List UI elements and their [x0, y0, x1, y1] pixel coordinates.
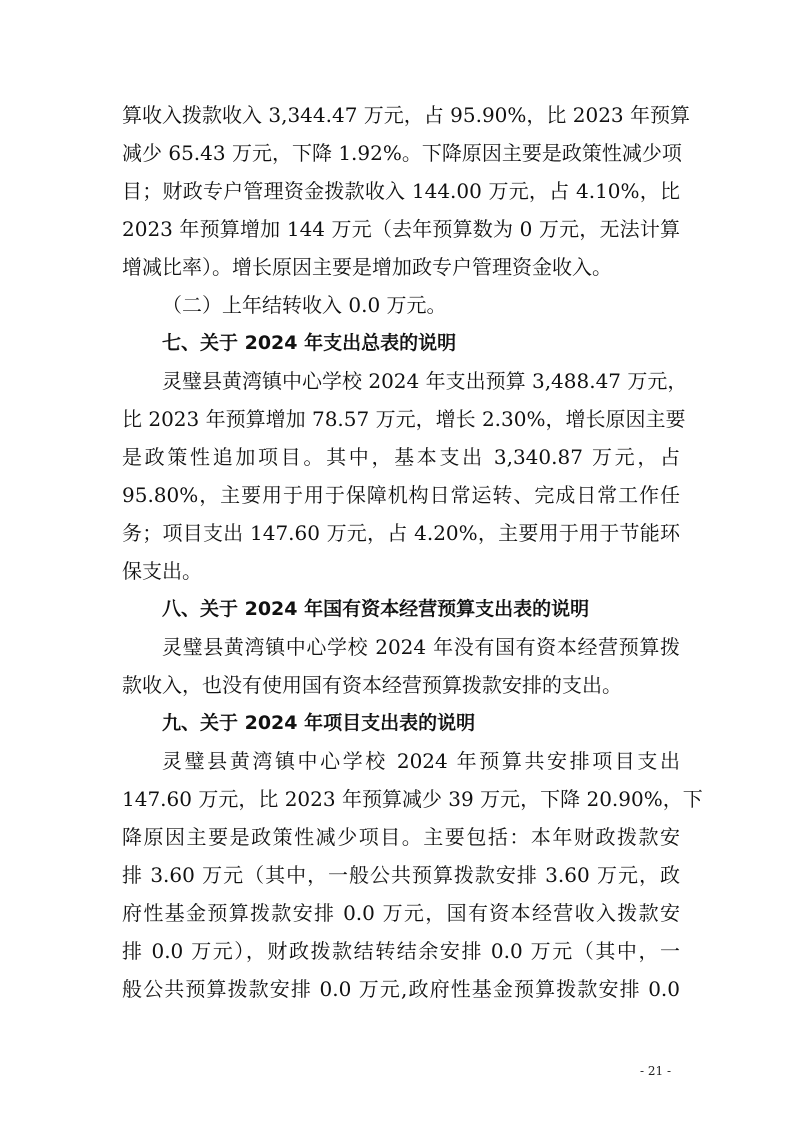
section-heading: 九、关于 2024 年项目支出表的说明	[162, 712, 476, 734]
section-heading: 七、关于 2024 年支出总表的说明	[162, 332, 457, 354]
document-body	[122, 96, 703, 1008]
paragraph-line: 灵璧县黄湾镇中心学校 2024 年支出预算 3,488.47 万元，	[162, 369, 688, 393]
paragraph-line: 减少 65.43 万元，下降 1.92%。下降原因主要是政策性减少项	[122, 141, 682, 165]
paragraph-line: 95.80%，主要用于用于保障机构日常运转、完成日常工作任	[122, 483, 680, 507]
paragraph-line: 增减比率）。增长原因主要是增加政专户管理资金收入。	[122, 255, 612, 279]
paragraph-line: 比 2023 年预算增加 78.57 万元，增长 2.30%，增长原因主要	[122, 407, 686, 431]
paragraph-line: 目；财政专户管理资金拨款收入 144.00 万元，占 4.10%，比	[122, 179, 680, 203]
paragraph-line: 排 3.60 万元（其中，一般公共预算拨款安排 3.60 万元，政	[122, 863, 680, 887]
paragraph-line: 147.60 万元，比 2023 年预算减少 39 万元，下降 20.90%，下	[122, 787, 703, 811]
paragraph-line: 灵璧县黄湾镇中心学校 2024 年预算共安排项目支出	[162, 749, 680, 773]
section-heading: 八、关于 2024 年国有资本经营预算支出表的说明	[162, 598, 590, 620]
paragraph-line: 灵璧县黄湾镇中心学校 2024 年没有国有资本经营预算拨	[162, 635, 680, 659]
paragraph-line: （二）上年结转收入 0.0 万元。	[162, 293, 447, 317]
paragraph-line: 保支出。	[122, 559, 202, 583]
paragraph-line: 务；项目支出 147.60 万元，占 4.20%，主要用于用于节能环	[122, 521, 680, 545]
paragraph-line: 算收入拨款收入 3,344.47 万元，占 95.90%，比 2023 年预算	[122, 103, 691, 127]
paragraph-line: 2023 年预算增加 144 万元（去年预算数为 0 万元，无法计算	[122, 217, 680, 241]
paragraph-line: 排 0.0 万元），财政拨款结转结余安排 0.0 万元（其中，一	[122, 939, 680, 963]
paragraph-line: 款收入，也没有使用国有资本经营预算拨款安排的支出。	[122, 673, 622, 697]
paragraph-line: 是政策性追加项目。其中，基本支出 3,340.87 万元，占	[122, 445, 680, 469]
paragraph-line: 府性基金预算拨款安排 0.0 万元，国有资本经营收入拨款安	[122, 901, 680, 925]
page-number: - 21 -	[640, 1064, 672, 1078]
paragraph-line: 降原因主要是政策性减少项目。主要包括：本年财政拨款安	[122, 825, 680, 849]
paragraph-line: 般公共预算拨款安排 0.0 万元,政府性基金预算拨款安排 0.0	[122, 977, 680, 1001]
